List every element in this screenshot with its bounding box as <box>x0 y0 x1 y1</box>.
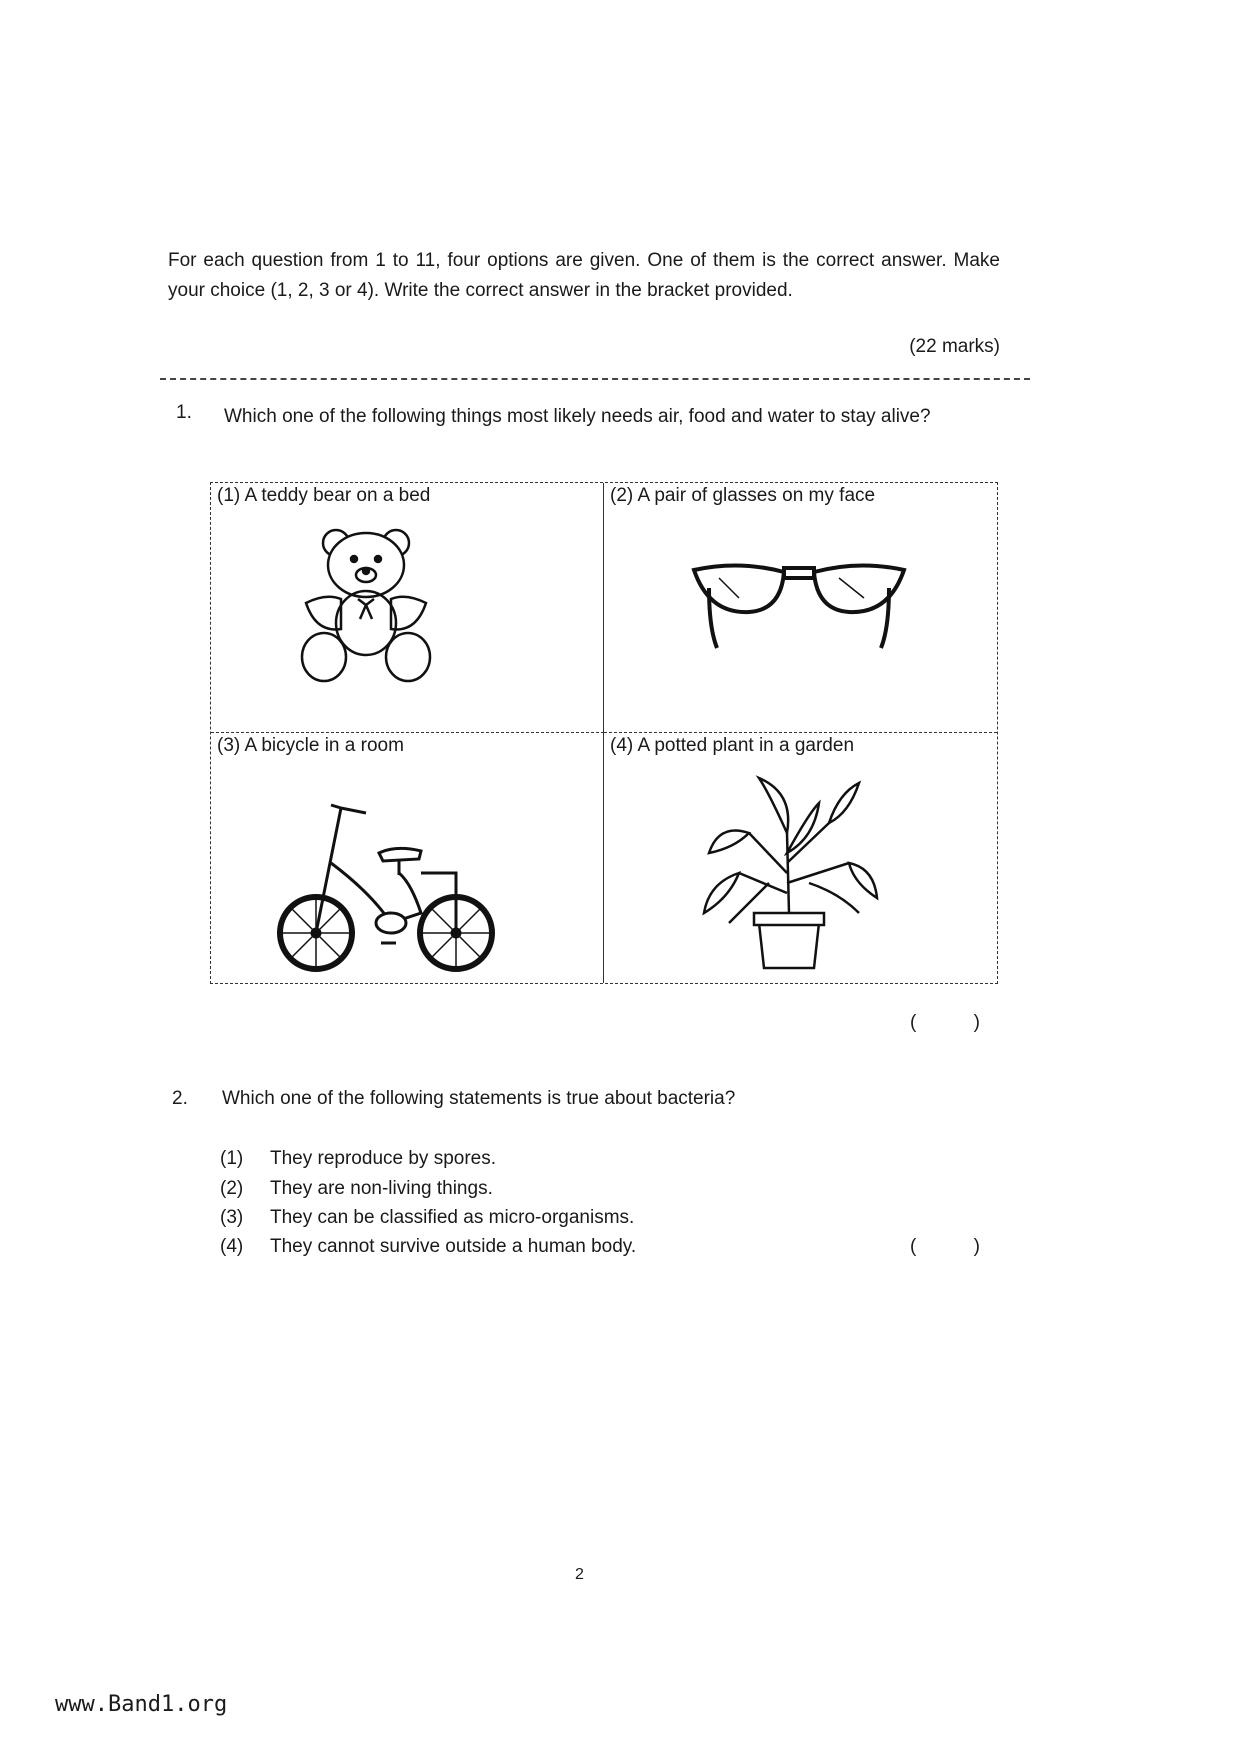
bicycle-icon <box>271 793 511 973</box>
glasses-icon <box>689 548 909 658</box>
potted-plant-icon <box>699 773 879 973</box>
option-label: (2) A pair of glasses on my face <box>610 485 876 506</box>
option-label: (4) A potted plant in a garden <box>610 735 855 756</box>
option-label: (3) A bicycle in a room <box>217 735 404 756</box>
answer-bracket[interactable] <box>910 1012 980 1034</box>
option-item <box>220 1207 634 1229</box>
option-cell-2 <box>604 483 997 733</box>
option-number: (3) <box>220 1207 244 1228</box>
bracket-close: ) <box>973 1012 980 1033</box>
question-number: 1. <box>176 402 192 423</box>
marks-label: (22 marks) <box>909 336 1000 357</box>
question-number: 2. <box>172 1088 188 1109</box>
option-item <box>220 1236 636 1258</box>
option-number: (2) <box>220 1178 244 1199</box>
option-number: (4) <box>220 1236 244 1257</box>
option-cell-3 <box>211 733 604 983</box>
option-text: They are non-living things. <box>270 1178 493 1199</box>
bracket-open: ( <box>910 1236 917 1257</box>
options-grid <box>210 482 998 984</box>
teddy-bear-icon <box>296 523 436 683</box>
option-cell-4 <box>604 733 997 983</box>
option-text: They reproduce by spores. <box>270 1148 497 1169</box>
option-item <box>220 1178 493 1200</box>
question-text: Which one of the following things most likely needs air, food and water to stay alive? <box>224 406 931 427</box>
option-number: (1) <box>220 1148 244 1169</box>
option-label: (1) A teddy bear on a bed <box>217 485 431 506</box>
watermark: www.Band1.org <box>55 1692 228 1717</box>
option-text: They cannot survive outside a human body. <box>270 1236 637 1257</box>
page-number: 2 <box>575 1566 584 1583</box>
bracket-close: ) <box>973 1236 980 1257</box>
instructions: For each question from 1 to 11, four options are given. One of them is the correct answer. Make your choice (1, 2, 3 or 4). Write the correct answer in the bracket provided. <box>168 250 1000 301</box>
option-cell-1 <box>211 483 604 733</box>
question-text: Which one of the following statements is true about bacteria? <box>222 1088 736 1109</box>
option-text: They can be classified as micro-organisms. <box>270 1207 635 1228</box>
option-item <box>220 1148 496 1170</box>
bracket-open: ( <box>910 1012 917 1033</box>
divider <box>160 378 1030 380</box>
answer-bracket[interactable] <box>910 1236 980 1258</box>
